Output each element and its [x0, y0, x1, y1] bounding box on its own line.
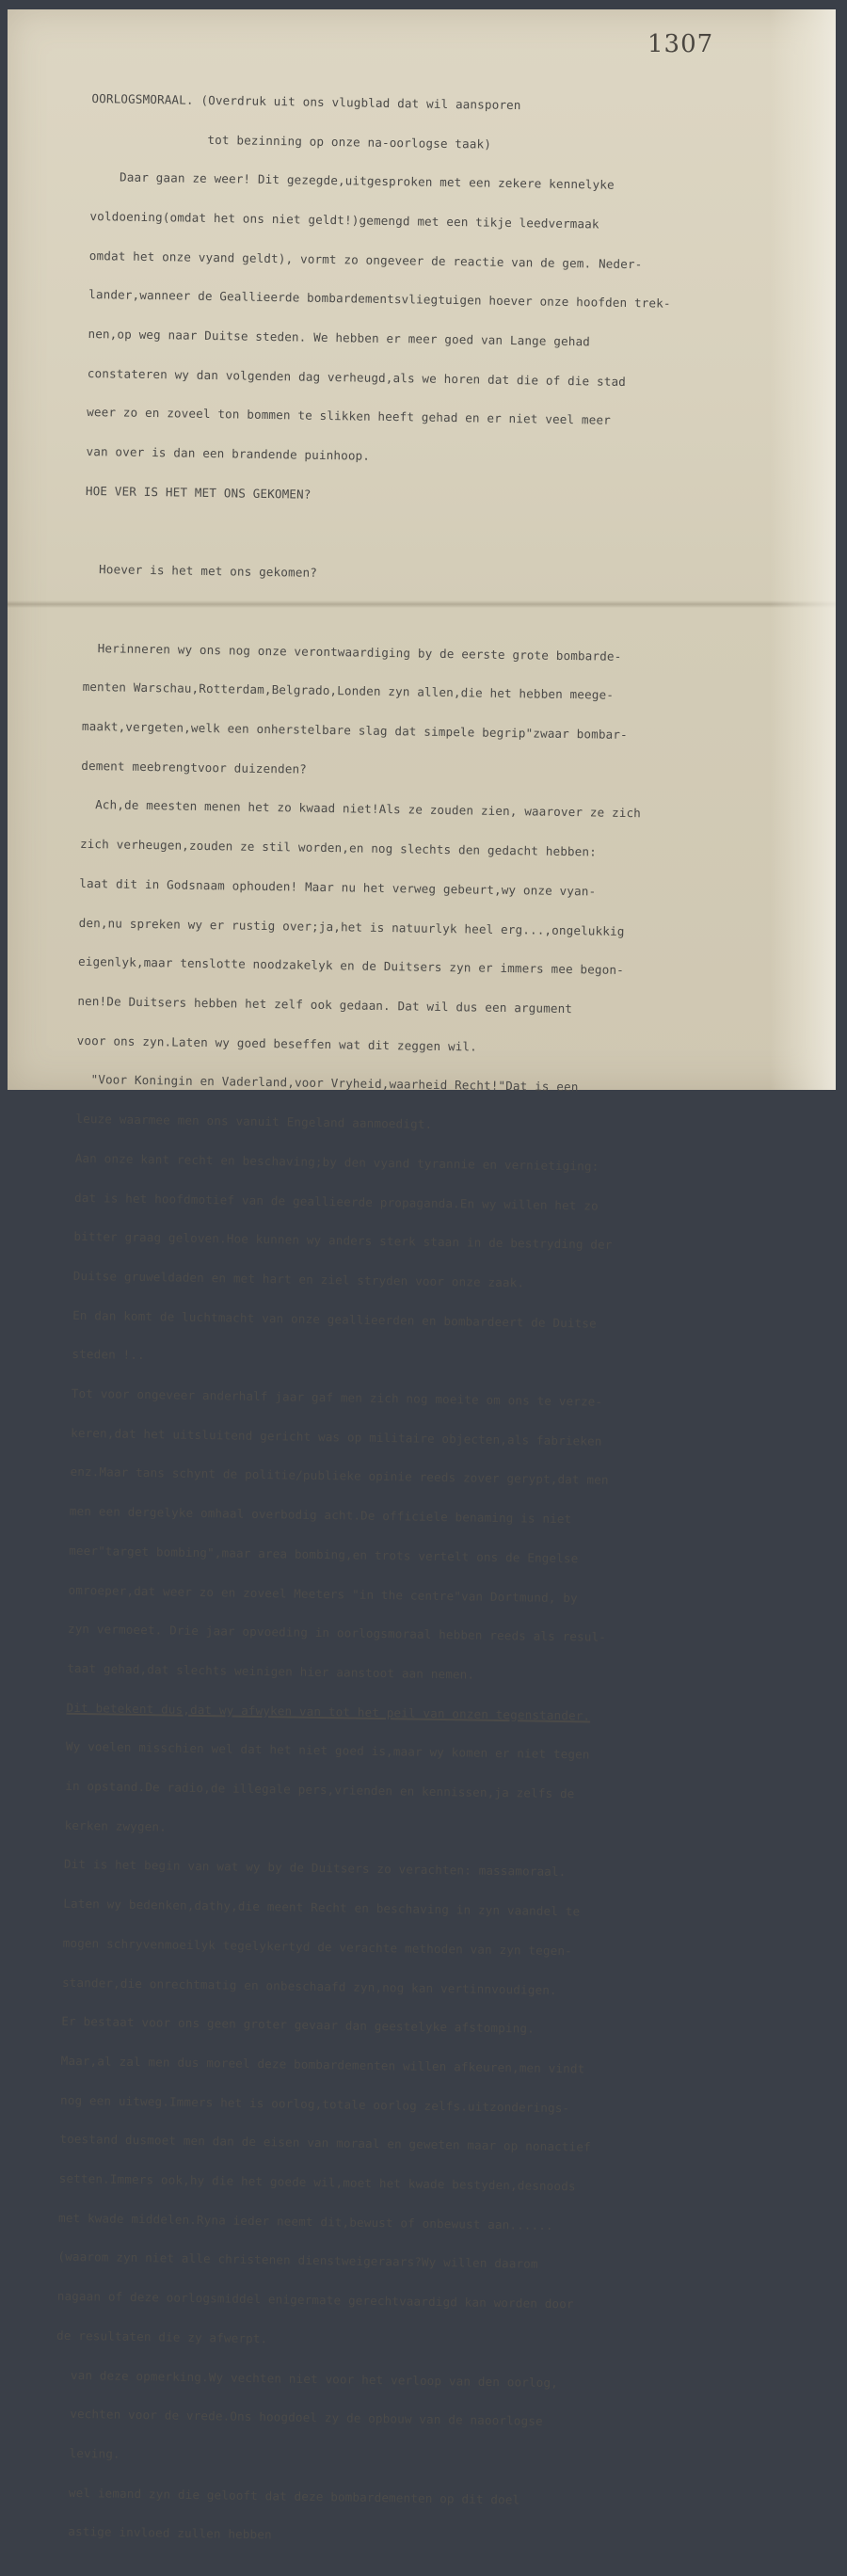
body-line: zyn vermoeet. Drie jaar opvoeding in oorlogsmoraal hebben reeds als resul- [67, 1622, 607, 1645]
body-line: leving. [55, 2445, 120, 2461]
body-line: nagaan of deze oorlogsmiddel enigermate gerechtvaardigd kan worden door [56, 2288, 574, 2312]
body-line: toestand dusmoet men dan de eisen van moraal en geweten maar op nonactief [59, 2132, 591, 2154]
body-line: astige invloed zullen hebben [53, 2524, 272, 2542]
body-line: steden !.. [72, 1347, 145, 1363]
body-line: Daar gaan ze weer! Dit gezegde,uitgesproken met een zekere kennelyke [90, 169, 615, 192]
body-line: taat gehad,dat slechts weinigen hier aanstoot aan nemen. [67, 1660, 475, 1682]
typed-document-page [8, 9, 836, 2542]
body-line: Ach,de meesten menen het zo kwaad niet!Als ze zouden zien, waarover ze zich [80, 797, 642, 821]
body-line: En dan komt de luchtmacht van onze geallieerden en bombardeert de Duitse [72, 1307, 597, 1331]
body-line: menten Warschau,Rotterdam,Belgrado,Londen zyn allen,die het hebben meege- [82, 680, 615, 703]
blank-line [85, 523, 791, 548]
body-line: voldoening(omdat het ons niet geldt!)gemengd met een tikje leedvermaak [89, 208, 599, 232]
body-line: kerken zwygen. [64, 1817, 167, 1834]
body-line: setten.Immers ook,hy die het goede wil,moet het kwade bestyden,desnoods [58, 2170, 576, 2194]
heading-line-2: tot bezinning op onze na-oorlogse taak) [90, 130, 492, 152]
blank-line [84, 602, 790, 627]
body-line: lander,wanneer de Geallieerde bombardementsvliegtuigen hoever onze hoofden trek- [88, 287, 671, 312]
body-line: Wy voelen misschien wel dat het niet goed is,maar wy komen er niet tegen [65, 1739, 590, 1762]
body-line: (waarom zyn niet alle christenen dienstweigeraars?Wy willen daarom [57, 2249, 538, 2272]
body-line: Hoever is het met ons gekomen? [84, 562, 318, 581]
body-line: in opstand.De radio,de illegale pers,vrienden en kennissen,ja zelfs de [65, 1778, 575, 1801]
body-line: Dit is het begin van wat wy by de Duitsers zo verachten: massamoraal. [63, 1857, 567, 1880]
body-line: vechten voor de vrede.Ons hoogdoel zy de opbouw van de naoorlogse [55, 2406, 543, 2429]
body-line: van deze opmerking.Wy vechten niet voor het verloop van den oorlog, [56, 2367, 559, 2390]
body-line: den,nu spreken wy er rustig over;ja,het is natuurlyk heel erg...,ongelukkig [78, 915, 625, 938]
body-line: men een dergelyke omhaal overbodig acht.De officiele benaming is niet [69, 1503, 572, 1527]
body-line: Maar,al zal men dus moreel deze bombardementen willen afkeuren,men vindt [60, 2053, 585, 2076]
body-line: van over is dan een brandende puinhoop. [86, 444, 371, 463]
heading-line-1: OORLOGSMORAAL. (Overdruk uit ons vlugblad dat wil aansporen [91, 90, 521, 112]
typed-text-block [53, 66, 798, 2576]
body-line: Laten wy bedenken,dathy,die meent Recht en beschaving in zyn vaandel te [63, 1896, 581, 1919]
body-line: Duitse gruweldaden en met hart en ziel stryden voor onze zaak. [72, 1268, 525, 1290]
body-line: nen!De Duitsers hebben het zelf ook gedaan. Dat wil dus een argument [77, 993, 573, 1016]
body-line: de resultaten die zy afwerpt. [56, 2328, 268, 2346]
body-line: Er bestaat voor ons geen groter gevaar dan geestelyke afstomping. [61, 2014, 535, 2036]
archive-number: 1307 [647, 30, 714, 58]
underlined-line: Dit betekent dus,dat wy afwyken van tot het peil van onzen tegenstander. [66, 1700, 591, 1723]
body-line: weer zo en zoveel ton bommen te slikken heeft gehad en er niet veel meer [87, 405, 611, 428]
body-line: zich verheugen,zouden ze stil worden,en nog slechts den gedacht hebben: [79, 837, 598, 859]
body-line: eigenlyk,maar tenslotte noodzakelyk en de Duitsers zyn er immers mee begon- [77, 954, 625, 978]
body-line: "Voor Koningin en Vaderland,voor Vryheid,waarheid Recht!"Dat is een [75, 1072, 579, 1095]
body-line: met kwade middelen.Ryna ieder neemt dit,bewust of onbewust aan...... [57, 2210, 553, 2232]
body-line: Tot voor ongeveer anderhalf jaar gaf men zich nog moeite om ons te verze- [71, 1385, 603, 1409]
body-line: omdat het onze vyand geldt), vormt zo ongeveer de reactie van de gem. Neder- [88, 248, 643, 271]
body-line: dement meebrengtvoor duizenden? [81, 758, 308, 776]
section-heading: HOE VER IS HET MET ONS GEKOMEN? [85, 483, 312, 502]
body-line: leuze waarmee men ons vanuit Engeland aanmoedigt. [75, 1111, 433, 1131]
body-line: maakt,vergeten,welk een onherstelbare slag dat simpele begrip"zwaar bombar- [81, 718, 628, 743]
body-line: voor ons zyn.Laten wy goed beseffen wat dit zeggen wil. [76, 1032, 478, 1054]
body-line: constateren wy dan volgenden dag verheugd,als we horen dat die of die stad [87, 365, 627, 389]
body-line: stander,die onrechtmatig en onbeschaafd zyn,nog kan vertinnvoudigen. [61, 1975, 557, 1997]
body-line: nen,op weg naar Duitse steden. We hebben er meer goed van Lange gehad [88, 326, 591, 349]
body-line: wel iemand zyn die gelooft dat deze bombardementen op dit doel [54, 2485, 520, 2507]
body-line: omroeper,dat weer zo en zoveel Meeters "in the centre"van Dortmund, by [68, 1582, 578, 1605]
body-line: mogen schryvenmoeilyk tegelykertyd de verachte methoden van zyn tegen- [62, 1935, 572, 1959]
body-line: meer"target bombing",maar area bombing,en trots vertelt ons de Engelse [69, 1543, 579, 1566]
body-line: nog een uitweg.Immers het is oorlog,totale oorlog zelfs.uitzonderings- [59, 2092, 570, 2115]
body-line: bitter graag geloven.Hoe kunnen wy anders sterk staan in de bestryding der [73, 1229, 613, 1253]
body-line: Aan onze kant recht en beschaving;by den vyand tyrannie en vernietiging: [74, 1150, 599, 1174]
body-line: enz.Maar tans schynt de politie/publieke opinie reeds zover gerypt,dat men [70, 1464, 609, 1488]
body-line: Herinneren wy ons nog onze verontwaardiging by de eerste grote bombarde- [83, 640, 622, 664]
body-line: dat is het hoofdmotief van de geallieerde propaganda.En wy willen het zo [74, 1190, 599, 1213]
body-line: laat dit in Godsnaam ophouden! Maar nu het verweg gebeurt,wy onze vyan- [79, 875, 597, 899]
body-line: keren,dat het uitsluitend gericht was op militaire objecten,als fabrieken [71, 1425, 602, 1448]
